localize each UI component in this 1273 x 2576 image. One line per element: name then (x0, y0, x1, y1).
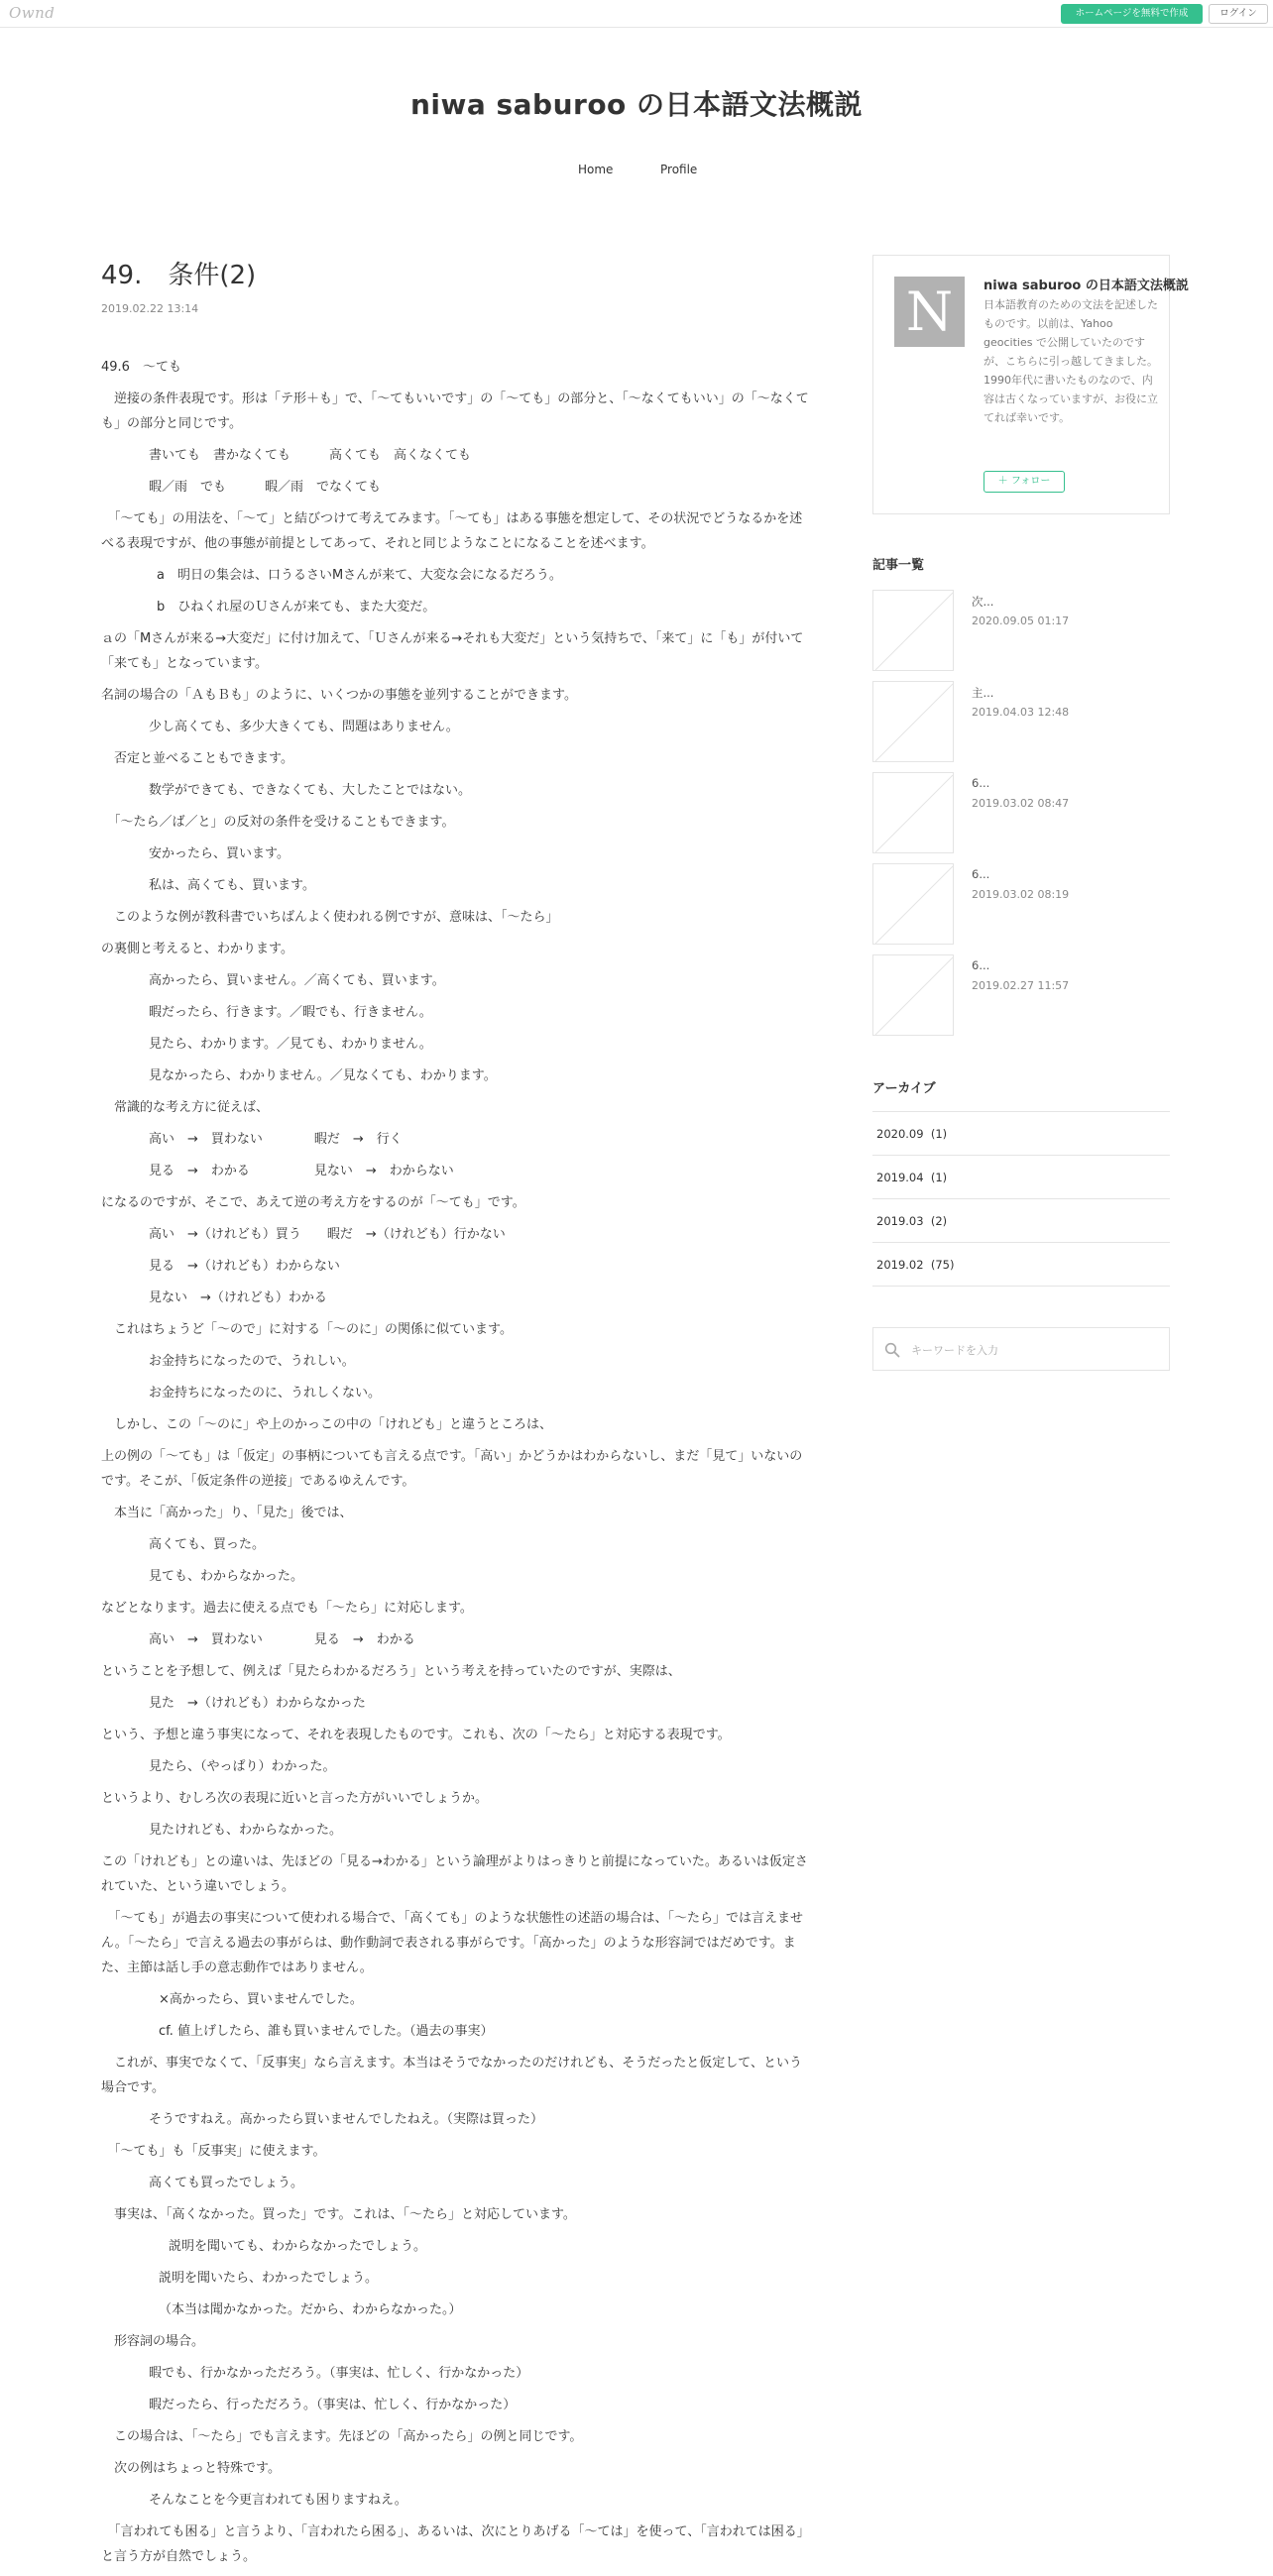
post-date: 2020.09.05 01:17 (972, 615, 1070, 627)
article-paragraph: 「～ても」の用法を、「～て」と結びつけて考えてみます。「～ても」はある事態を想定して、その状況でどうなるかを述べる表現ですが、他の事態が前提としてあって、それと同じようなことになることを述べます。 (101, 511, 803, 551)
article-paragraph: 暇でも、行かなかっただろう。（事実は、忙しく、行かなかった） (149, 2366, 529, 2381)
follow-button[interactable]: ＋ フォロー (984, 471, 1065, 493)
post-item[interactable] (872, 681, 1170, 762)
article-paragraph: 見ても、わからなかった。 (149, 1569, 304, 1584)
article-paragraph: 高い →（けれども）買う 暇だ →（けれども）行かない (149, 1227, 506, 1242)
article-paragraph: 高い → 買わない 見る → わかる (149, 1632, 415, 1647)
article-paragraph: 見なかったら、わかりません。／見なくても、わかります。 (149, 1068, 497, 1083)
nav-profile[interactable]: Profile (660, 163, 698, 176)
article-paragraph: 「～たら／ば／と」の反対の条件を受けることもできます。 (101, 815, 455, 830)
article-paragraph: 名詞の場合の「ＡもＢも」のように、いくつかの事態を並列することができます。 (101, 688, 577, 703)
login-button[interactable]: ログイン (1209, 4, 1268, 24)
top-bar (0, 0, 1273, 28)
article-paragraph: ａの「Mさんが来る→大変だ」に付け加えて、「Ｕさんが来る→それも大変だ」という気持ちで、「来て」に「も」が付いて「来ても」となっています。 (101, 631, 804, 671)
archive-count: (1) (930, 1127, 948, 1141)
post-thumbnail[interactable] (872, 863, 954, 945)
article-paragraph: 説明を聞いたら、わかったでしょう。 (159, 2271, 379, 2286)
post-title[interactable]: 主... (972, 686, 994, 700)
article-paragraph: 見ない →（けれども）わかる (149, 1290, 327, 1305)
search-icon (884, 1342, 900, 1358)
archive-item[interactable] (872, 1156, 1170, 1199)
post-thumbnail[interactable] (872, 590, 954, 671)
post-title[interactable]: 次... (972, 595, 994, 609)
article-paragraph: 暇だったら、行っただろう。（事実は、忙しく、行かなかった） (149, 2398, 517, 2412)
archive-count: (2) (930, 1214, 948, 1228)
article-paragraph: お金持ちになったので、うれしい。 (149, 1354, 355, 1369)
profile-name[interactable]: niwa saburoo の日本語文法概説 (984, 279, 1189, 293)
post-date: 2019.03.02 08:47 (972, 797, 1070, 810)
article-paragraph: 暇だったら、行きます。／暇でも、行きません。 (149, 1005, 432, 1020)
article-paragraph: b ひねくれ屋のＵさんが来ても、また大変だ。 (157, 600, 436, 615)
article-paragraph: a 明日の集会は、口うるさいMさんが来て、大変な会になるだろう。 (157, 568, 562, 583)
article-paragraph: 見たけれども、わからなかった。 (149, 1823, 343, 1838)
post-item[interactable] (872, 954, 1170, 1036)
article-paragraph: の裏側と考えると、わかります。 (101, 942, 293, 956)
profile-card (872, 255, 1189, 514)
article-paragraph: 高かったら、買いません。／高くても、買います。 (149, 973, 445, 988)
recent-posts-heading: 記事一覧 (872, 558, 925, 573)
create-homepage-button[interactable]: ホームページを無料で作成 (1061, 4, 1203, 24)
archive-month[interactable]: 2019.02 (876, 1258, 924, 1272)
site-title[interactable]: niwa saburoo の日本語文法概説 (409, 88, 864, 121)
article-paragraph: 上の例の「～ても」は「仮定」の事柄についても言える点です。「高い」かどうかはわからないし、まだ「見て」いないのです。そこが、「仮定条件の逆接」であるゆえんです。 (101, 1449, 803, 1489)
post-title[interactable]: 6... (972, 867, 990, 881)
article-paragraph: 見たら、わかります。／見ても、わかりません。 (149, 1037, 432, 1052)
article-paragraph: このような例が教科書でいちばんよく使われる例ですが、意味は、「～たら」 (101, 910, 559, 925)
archive-list (872, 1111, 1170, 1287)
article-paragraph: 説明を聞いても、わからなかったでしょう。 (169, 2239, 427, 2254)
article-paragraph: 49.6 ～ても (101, 360, 181, 375)
article-paragraph: 常識的な考え方に従えば、 (101, 1100, 270, 1115)
profile-description: 日本語教育のための文法を記述したものです。以前は、Yahoo geocities で公開していたのですが、こちらに引っ越してきました。1990年代に書いたものなので、内容は古くなっていますが、お役に立てれば幸いです。 (984, 298, 1158, 424)
archive-month[interactable]: 2020.09 (876, 1127, 924, 1141)
article (101, 258, 811, 2576)
article-paragraph: 高い → 買わない 暇だ → 行く (149, 1132, 403, 1147)
article-title: 49. 条件(2) (101, 261, 257, 290)
archive-month[interactable]: 2019.03 (876, 1214, 924, 1228)
article-paragraph: 否定と並べることもできます。 (101, 751, 293, 766)
article-paragraph: ×高かったら、買いませんでした。 (159, 1992, 363, 2007)
article-paragraph: これが、事実でなくて、「反事実」なら言えます。本当はそうでなかったのだけれども、そうだったと仮定して、という場合です。 (101, 2056, 802, 2095)
article-paragraph: という、予想と違う事実になって、それを表現したものです。これも、次の「～たら」と対応する表現です。 (101, 1728, 731, 1742)
article-paragraph: そうですねえ。高かったら買いませんでしたねえ。（実際は買った） (149, 2112, 544, 2127)
article-paragraph: というより、むしろ次の表現に近いと言った方がいいでしょうか。 (101, 1791, 489, 1806)
avatar[interactable]: N (894, 277, 965, 347)
article-paragraph: 少し高くても、多少大きくても、問題はありません。 (149, 720, 459, 734)
article-paragraph: この場合は、「～たら」でも言えます。先ほどの「高かったら」の例と同じです。 (101, 2429, 583, 2444)
article-paragraph: 次の例はちょっと特殊です。 (101, 2461, 281, 2476)
article-paragraph: 事実は、「高くなかった。買った」です。これは、「～たら」と対応しています。 (101, 2207, 576, 2222)
post-title[interactable]: 6... (972, 958, 990, 972)
post-item[interactable] (872, 772, 1170, 853)
article-paragraph: 見た →（けれども）わからなかった (149, 1696, 366, 1711)
article-paragraph: 見る → わかる 見ない → わからない (149, 1164, 454, 1178)
archive-count: (1) (930, 1171, 948, 1184)
article-paragraph: 書いても 書かなくても 高くても 高くなくても (149, 448, 472, 463)
post-thumbnail[interactable] (872, 681, 954, 762)
article-paragraph: 私は、高くても、買います。 (149, 878, 315, 893)
post-title[interactable]: 6... (972, 776, 990, 790)
archive-month[interactable]: 2019.04 (876, 1171, 924, 1184)
article-paragraph: 高くても、買った。 (149, 1537, 266, 1552)
article-paragraph: （本当は聞かなかった。だから、わからなかった。） (159, 2302, 462, 2317)
post-item[interactable] (872, 590, 1170, 671)
sidebar (872, 255, 1189, 1272)
article-paragraph: 逆接の条件表現です。形は「テ形＋も」で、「～てもいいです」の「～ても」の部分と、「～なくてもいい」の「～なくても」の部分と同じです。 (101, 392, 809, 431)
article-paragraph: そんなことを今更言われても困りますねえ。 (149, 2493, 407, 2508)
post-thumbnail[interactable] (872, 954, 954, 1036)
article-paragraph: 見る →（けれども）わからない (149, 1259, 340, 1274)
article-paragraph: 見たら、（やっぱり）わかった。 (149, 1759, 336, 1774)
post-item[interactable] (872, 863, 1170, 945)
article-paragraph: 暇／雨 でも 暇／雨 でなくても (149, 480, 382, 495)
post-date: 2019.04.03 12:48 (972, 706, 1070, 719)
article-paragraph: などとなります。過去に使える点でも「～たら」に対応します。 (101, 1601, 473, 1616)
post-date: 2019.02.27 11:57 (972, 979, 1070, 992)
article-date: 2019.02.22 13:14 (101, 302, 199, 315)
archive-count: (75) (930, 1258, 955, 1272)
article-paragraph: 「言われても困る」と言うより、「言われたら困る」、あるいは、次にとりあげる「～ては」を使って、「言われては困る」と言う方が自然でしょう。 (101, 2524, 810, 2564)
ownd-logo[interactable]: Ownd (9, 4, 56, 22)
article-paragraph: cf. 値上げしたら、誰も買いませんでした。（過去の事実） (159, 2024, 494, 2039)
article-paragraph: 安かったら、買います。 (149, 846, 289, 861)
article-paragraph: しかし、この「～のに」や上のかっこの中の「けれども」と違うところは、 (101, 1417, 553, 1432)
article-paragraph: 「～ても」も「反事実」に使えます。 (101, 2144, 326, 2159)
archive-heading: アーカイブ (872, 1081, 936, 1096)
search-box[interactable] (872, 1327, 1170, 1371)
main-nav (0, 163, 1273, 182)
article-paragraph: になるのですが、そこで、あえて逆の考え方をするのが「～ても」です。 (101, 1195, 525, 1210)
search-input[interactable] (911, 1338, 1159, 1362)
archive-item[interactable] (872, 1112, 1170, 1156)
nav-home[interactable]: Home (578, 163, 614, 176)
article-paragraph: この「けれども」との違いは、先ほどの「見る→わかる」という論理がよりはっきりと前提になっていた。あるいは仮定されていた、という違いでしょう。 (101, 1854, 808, 1894)
archive-item[interactable] (872, 1243, 1170, 1287)
post-thumbnail[interactable] (872, 772, 954, 853)
article-paragraph: 本当に「高かった」り、「見た」後では、 (101, 1506, 353, 1520)
article-body (101, 355, 811, 2569)
article-paragraph: 高くても買ったでしょう。 (149, 2176, 304, 2190)
article-paragraph: 数学ができても、できなくても、大したことではない。 (149, 783, 472, 798)
article-paragraph: これはちょうど「～ので」に対する「～のに」の関係に似ています。 (101, 1322, 513, 1337)
article-paragraph: 「～ても」が過去の事実について使われる場合で、「高くても」のような状態性の述語の場合は、「～たら」では言えません。「～たら」で言える過去の事がらは、動作動詞で表される事がらです。「高かった」のような形容詞ではだめです。また、主節は話し手の意志動作ではありません。 (101, 1911, 803, 1975)
article-paragraph: ということを予想して、例えば「見たらわかるだろう」という考えを持っていたのですが、実際は、 (101, 1664, 681, 1679)
post-date: 2019.03.02 08:19 (972, 888, 1070, 901)
article-paragraph: 形容詞の場合。 (101, 2334, 205, 2349)
archive-item[interactable] (872, 1199, 1170, 1243)
article-paragraph: お金持ちになったのに、うれしくない。 (149, 1386, 382, 1400)
